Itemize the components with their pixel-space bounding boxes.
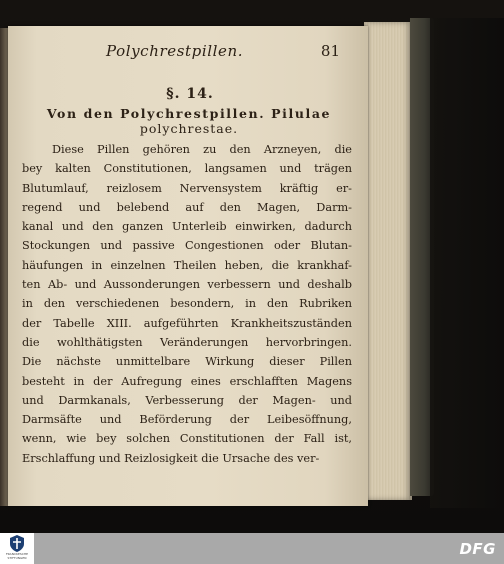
book-shadow: [430, 18, 504, 508]
page-stack-edge: [364, 22, 412, 500]
text-line: Erschlaffung und Reizlosigkeit die Ursache des ver-: [22, 451, 320, 465]
viewer-footer-bar: [0, 533, 504, 564]
text-line: die wohlthätigsten Veränderungen hervorbringen.: [22, 335, 352, 349]
text-line: Blutumlauf, reizlosem Nervensystem kräftig er-: [22, 181, 352, 195]
text-line: wenn, wie bey solchen Constitutionen der Fall ist,: [22, 432, 352, 446]
text-line: besteht in der Aufregung eines erschlafften Magens: [22, 374, 352, 388]
running-head: [40, 42, 350, 62]
text-line: kanal und den ganzen Unterleib einwirken, dadurch: [22, 220, 352, 234]
section-heading-german: Von den Polychrestpillen. Pilulae: [46, 106, 332, 121]
text-line: regend und belebend auf den Magen, Darm-: [22, 200, 352, 214]
body-text: [22, 140, 352, 468]
section-number: §. 14.: [166, 86, 214, 102]
text-line: Diese Pillen gehören zu den Arzneyen, die: [52, 143, 352, 156]
page-number: 81: [320, 42, 340, 60]
section-heading-latin: polychrestae.: [139, 121, 239, 136]
dfg-logo[interactable]: DFG: [459, 540, 496, 558]
text-line: Stockungen und passive Congestionen oder Blutan-: [22, 239, 352, 253]
text-line: und Darmkanals, Verbesserung der Magen- und: [22, 393, 352, 407]
text-line: ten Ab- und Aussonderungen verbessern und deshalb: [22, 278, 352, 292]
library-crest-icon: [9, 535, 25, 552]
text-line: der Tabelle XIII. aufgeführten Krankheitszuständen: [22, 316, 352, 330]
text-line: bey kalten Constitutionen, langsamen und trägen: [22, 162, 352, 176]
text-line: häufungen in einzelnen Theilen heben, die krankhaf-: [22, 258, 352, 272]
running-title: Polychrestpillen.: [106, 42, 244, 60]
text-line: Darmsäfte und Beförderung der Leibesöffnung,: [22, 413, 352, 427]
text-line: Die nächste unmittelbare Wirkung dieser Pillen: [22, 355, 352, 369]
library-logo-caption: FRANCKESCHE STIFTUNGEN: [5, 552, 29, 560]
library-logo[interactable]: [0, 533, 34, 564]
text-line: in den verschiedenen besondern, in den Rubriken: [22, 297, 352, 311]
